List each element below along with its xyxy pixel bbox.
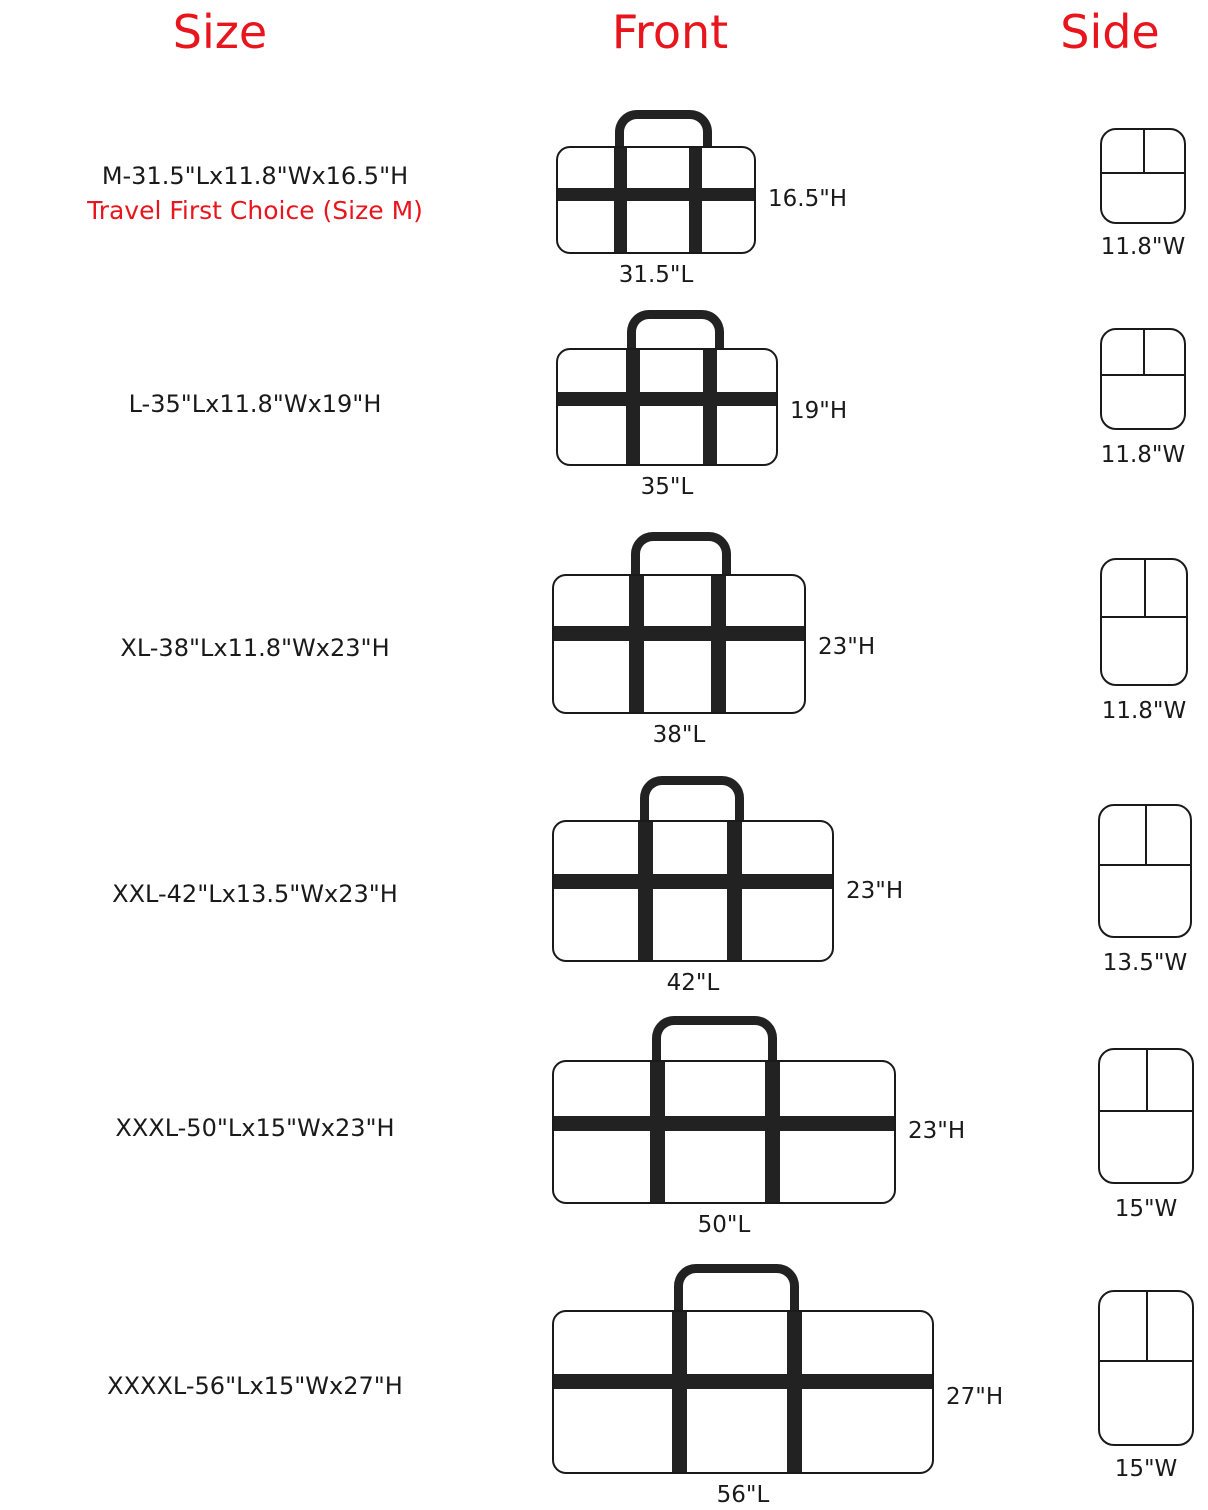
side-divider-horizontal	[1102, 374, 1184, 376]
front-length-label: 38"L	[652, 722, 706, 748]
side-divider-vertical	[1146, 1050, 1148, 1110]
front-length-label: 35"L	[640, 474, 694, 500]
side-divider-vertical	[1146, 1292, 1148, 1360]
side-divider-horizontal	[1102, 172, 1184, 174]
header-front: Front	[611, 5, 729, 59]
strap-vertical-right	[765, 1062, 780, 1202]
size-label: M-31.5"Lx11.8"Wx16.5"H	[101, 162, 409, 190]
side-width-label: 15"W	[1114, 1456, 1178, 1482]
front-height-label: 23"H	[908, 1118, 966, 1144]
strap-vertical-left	[626, 350, 640, 464]
front-length-label: 56"L	[716, 1482, 770, 1508]
chart-header	[0, 0, 1208, 72]
side-width-label: 15"W	[1114, 1196, 1178, 1222]
side-divider-horizontal	[1102, 616, 1186, 618]
strap-horizontal	[558, 188, 754, 201]
front-view	[552, 532, 932, 752]
side-width-label: 11.8"W	[1100, 234, 1186, 260]
side-body	[1098, 1290, 1194, 1446]
bag-body	[552, 1310, 934, 1474]
front-view	[552, 1016, 1002, 1258]
side-divider-horizontal	[1100, 864, 1190, 866]
bag-body	[552, 1060, 896, 1204]
size-label: XXL-42"Lx13.5"Wx23"H	[112, 880, 398, 908]
side-divider-vertical	[1145, 806, 1147, 864]
bag-body	[556, 348, 778, 466]
strap-vertical-right	[703, 350, 717, 464]
strap-horizontal	[554, 874, 832, 889]
bag-body	[556, 146, 756, 254]
side-body	[1098, 804, 1192, 938]
header-side: Side	[1060, 5, 1160, 59]
size-label: L-35"Lx11.8"Wx19"H	[128, 390, 382, 418]
side-view	[1098, 1048, 1208, 1263]
side-view	[1098, 804, 1208, 1014]
side-divider-horizontal	[1100, 1360, 1192, 1362]
table-row	[0, 300, 1208, 510]
header-size: Size	[172, 5, 268, 59]
front-length-label: 50"L	[697, 1212, 751, 1238]
strap-horizontal	[554, 1116, 894, 1131]
front-view	[552, 776, 952, 1008]
front-length-label: 31.5"L	[618, 262, 694, 288]
front-height-label: 16.5"H	[768, 186, 848, 212]
strap-vertical-right	[727, 822, 742, 960]
strap-vertical-right	[711, 576, 726, 712]
table-row	[0, 1008, 1208, 1258]
side-view	[1100, 558, 1208, 758]
front-height-label: 23"H	[846, 878, 904, 904]
side-view	[1098, 1290, 1208, 1500]
side-divider-vertical	[1143, 130, 1145, 172]
front-view	[556, 110, 896, 300]
strap-vertical-left	[629, 576, 644, 712]
bag-body	[552, 574, 806, 714]
table-row	[0, 522, 1208, 752]
side-body	[1100, 128, 1186, 224]
strap-vertical-left	[650, 1062, 665, 1202]
table-row	[0, 768, 1208, 1008]
front-view	[556, 310, 916, 510]
strap-vertical-right	[689, 148, 702, 252]
table-row	[0, 100, 1208, 300]
front-length-label: 42"L	[666, 970, 720, 996]
strap-horizontal	[554, 1374, 932, 1389]
side-width-label: 13.5"W	[1102, 950, 1188, 976]
front-height-label: 23"H	[818, 634, 876, 660]
strap-horizontal	[558, 392, 776, 406]
size-label: XXXXL-56"Lx15"Wx27"H	[107, 1372, 403, 1400]
front-height-label: 27"H	[946, 1384, 1004, 1410]
side-divider-horizontal	[1100, 1110, 1192, 1112]
side-width-label: 11.8"W	[1100, 442, 1186, 468]
bag-body	[552, 820, 834, 962]
side-body	[1100, 558, 1188, 686]
strap-vertical-left	[638, 822, 653, 960]
side-body	[1100, 328, 1186, 430]
front-view	[552, 1264, 1022, 1508]
side-divider-vertical	[1144, 560, 1146, 616]
side-width-label: 11.8"W	[1101, 698, 1187, 724]
front-height-label: 19"H	[790, 398, 848, 424]
side-body	[1098, 1048, 1194, 1184]
strap-vertical-left	[672, 1312, 687, 1472]
strap-vertical-left	[614, 148, 627, 252]
side-divider-vertical	[1143, 330, 1145, 374]
size-label: XXXL-50"Lx15"Wx23"H	[115, 1114, 395, 1142]
size-note: Travel First Choice (Size M)	[87, 196, 423, 225]
side-view	[1100, 328, 1208, 508]
strap-horizontal	[554, 626, 804, 641]
size-label: XL-38"Lx11.8"Wx23"H	[120, 634, 390, 662]
side-view	[1100, 128, 1208, 298]
strap-vertical-right	[787, 1312, 802, 1472]
table-row	[0, 1256, 1208, 1508]
